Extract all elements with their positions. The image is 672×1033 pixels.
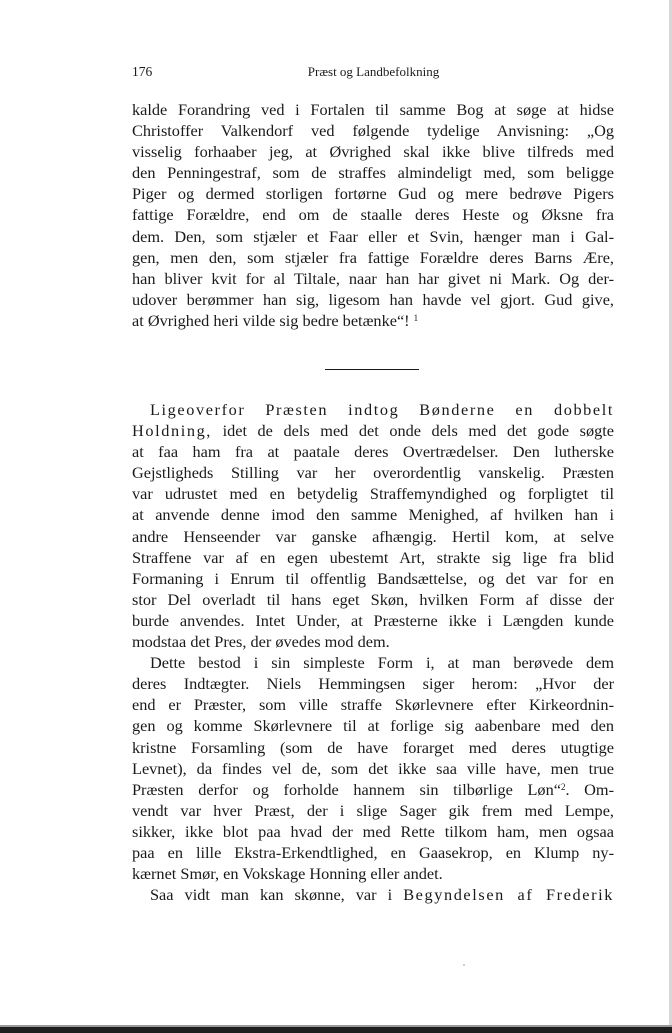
text-fragment: at Øvrighed heri vilde sig bedre betænke“! [132, 310, 410, 330]
text-line: Dette bestod i sin simpleste Form i, at man berøvede dem [150, 653, 614, 673]
text-line: gen, men den, som stjæler fra fattige Forældre deres Barns Ære, [132, 247, 614, 267]
text-line: stor Del overladt til hans eget Skøn, hvilken Form af disse der [132, 589, 614, 609]
text-line: paa en lille Ekstra-Erkendtlighed, en Gaasekrop, en Klump ny- [132, 842, 614, 862]
text-line: visselig forhaaber jeg, at Øvrighed skal ikke blive tilfreds med [132, 142, 614, 162]
text-fragment: . Om- [565, 779, 614, 799]
text-line: vendt var hver Præst, der i slige Sager gik frem med Lempe, [132, 800, 614, 820]
text-line: dem. Den, som stjæler et Faar eller et Svin, hænger man i Gal- [132, 226, 614, 246]
text-line: kærnet Smør, en Vokskage Honning eller andet. [132, 864, 443, 884]
text-line: Gejstligheds Stilling var her overordentlig vanskelig. Præsten [132, 463, 614, 483]
spaced-word: Holdning, [132, 421, 212, 441]
text-line: end er Præster, som ville straffe Skørlevnere efter Kirkeordnin- [132, 695, 614, 715]
text-line: kristne Forsamling (som de have forarget med deres utugtige [132, 737, 614, 757]
text-line: Levnet), da findes vel de, som det ikke saa ville have, men true [132, 758, 614, 778]
text-line: at anvende denne imod den samme Menighed, af hvilken han i [132, 505, 614, 525]
text-line [132, 310, 614, 331]
text-line: modstaa det Pres, der øvedes mod dem. [132, 632, 390, 652]
text-line: Christoffer Valkendorf ved følgende tydelige Anvisning: „Og [132, 121, 614, 141]
section-body [132, 399, 614, 905]
page-edge-bottom [0, 1027, 672, 1033]
paper-speck [463, 964, 465, 966]
page-number: 176 [132, 64, 153, 79]
text-line: han bliver kvit for al Tiltale, naar han har givet ni Mark. Og der- [132, 268, 614, 288]
text-line [132, 779, 614, 800]
text-line: burde anvendes. Intet Under, at Præsterne ikke i Længden kunde [132, 610, 614, 630]
text-line [132, 884, 614, 905]
running-title: Præst og Landbefolkning [307, 64, 440, 79]
text-fragment: idet de dels med det onde dels med det gode søgte [222, 421, 614, 441]
text-fragment: Præsten derfor og forholde hannem sin tilbørlige Løn“ [132, 779, 561, 799]
text-line: andre Henseender var ganske afhængig. Hertil kom, at selve [132, 526, 614, 546]
text-line: sikker, ikke blot paa hvad der med Rette tilkom ham, men ogsaa [132, 821, 614, 841]
text-line: gen og komme Skørlevnere til at forlige sig aabenbare med den [132, 716, 614, 736]
text-line: Straffene var af en egen ubestemt Art, strakte sig lige fra blid [132, 547, 614, 567]
text-line: var udrustet med en betydelig Straffemyndighed og forpligtet til [132, 484, 614, 504]
text-line: Piger og dermed storligen fortørne Gud og mere bedrøve Pigers [132, 184, 614, 204]
section-divider [325, 369, 419, 370]
text-fragment: Saa vidt man kan skønne, var i [150, 885, 393, 905]
text-line-lead: Ligeoverfor Præsten indtog Bønderne en dobbelt [150, 400, 614, 419]
footnote-ref: 1 [413, 312, 419, 323]
text-line [132, 420, 614, 441]
running-header [132, 64, 615, 84]
spaced-word: Begyndelsen af Frederik [403, 885, 614, 905]
text-line: fattige Forældre, end om de staalle deres Heste og Øksne fra [132, 205, 614, 225]
text-line: deres Indtægter. Niels Hemmingsen siger herom: „Hvor der [132, 674, 614, 694]
text-line: den Penningestraf, som de straffes almindeligt med, som beligge [132, 163, 614, 183]
text-line: kalde Forandring ved i Fortalen til samme Bog at søge at hidse [132, 100, 614, 119]
text-line: Formaning i Enrum til offentlig Bandsættelse, og det var for en [132, 568, 614, 588]
text-line: udover berømmer han sig, ligesom han havde vel gjort. Gud give, [132, 289, 614, 309]
text-line: at faa ham fra at paatale deres Overtrædelser. Den lutherske [132, 442, 614, 462]
paragraph-continuation [132, 99, 614, 331]
footnote-ref: 2 [560, 781, 566, 792]
